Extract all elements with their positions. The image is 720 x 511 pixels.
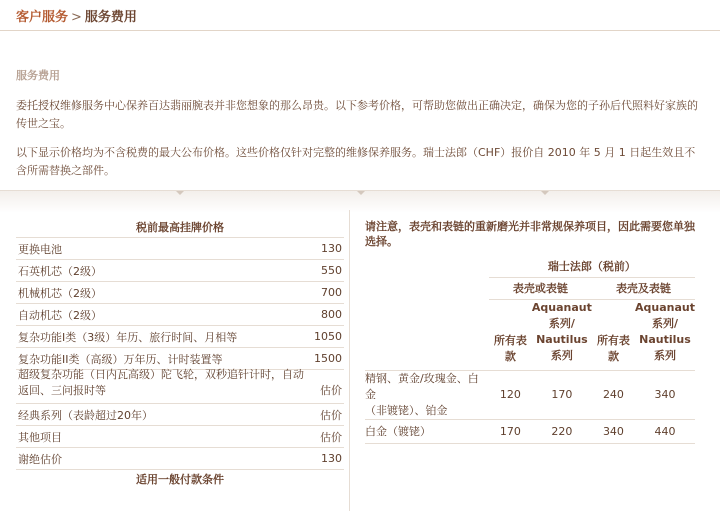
price-cell: 120: [499, 388, 521, 401]
row-label-line: 返回、三问报时等: [18, 384, 106, 397]
row-label: 其他项目: [18, 430, 62, 444]
intro-paragraph: 委托授权维修服务中心保养百达翡丽腕表并非您想象的那么昂贵。以下参考价格，可帮助您做出正确决定，确保为您的子孙后代照料好家族的传世之宝。: [16, 99, 698, 130]
row-label: 自动机芯（2级）: [18, 308, 102, 322]
row-label-line: （非镀铑）、铂金: [365, 403, 448, 417]
group-header-case-and-bracelet: 表壳及表链: [592, 277, 695, 299]
row-label-line: 超级复杂功能（日内瓦高级）陀飞轮，双秒追针计时，自动: [18, 368, 304, 381]
col-header-line: 系列/: [548, 316, 575, 330]
row-value: 130: [321, 452, 342, 465]
table-row: [16, 369, 344, 403]
col-header-all-models: [489, 299, 532, 370]
row-value: 550: [321, 264, 342, 277]
col-header-line: Nautilus: [639, 332, 691, 346]
divider-arrow-icon: [176, 191, 184, 195]
empty-cell: [365, 299, 489, 370]
row-label: [18, 367, 304, 399]
col-header-line: 系列/: [651, 316, 679, 330]
col-header-line: 款: [607, 349, 619, 363]
price-cell: 170: [551, 388, 573, 401]
row-value: 估价: [320, 408, 342, 422]
price-table-heading: 税前最高挂牌价格: [136, 221, 224, 234]
breadcrumb-separator: >: [71, 10, 82, 25]
column-divider: [349, 210, 350, 511]
row-value: 800: [321, 308, 342, 321]
table-row: [16, 237, 344, 259]
empty-cell: [365, 255, 489, 277]
price-cell: 440: [654, 424, 676, 438]
payment-terms-footer: 适用一般付款条件: [16, 469, 344, 491]
row-value: 130: [321, 242, 342, 255]
row-label: 谢绝估价: [18, 452, 62, 466]
row-label: 机械机芯（2级）: [18, 286, 102, 300]
empty-cell: [365, 277, 489, 299]
header-divider: [0, 30, 720, 31]
row-value: 1500: [314, 352, 342, 365]
table-row: [16, 259, 344, 281]
col-header-line: 所有表: [493, 333, 527, 347]
currency-header: 瑞士法郎（税前）: [489, 255, 695, 277]
price-cell: 220: [551, 424, 573, 438]
row-value: 1050: [314, 330, 342, 343]
col-header-aquanaut-nautilus: [635, 299, 695, 370]
row-value: 估价: [320, 384, 342, 397]
col-header-line: 所有表: [596, 333, 630, 347]
table-row: [365, 419, 695, 443]
table-row: [16, 281, 344, 303]
polishing-note: 请注意，表壳和表链的重新磨光并非常规保养项目，因此需要您单独选择。: [365, 220, 695, 248]
row-label: 更换电池: [18, 242, 62, 256]
polishing-price-table: [365, 255, 695, 444]
row-label: [365, 370, 489, 419]
table-row: [16, 303, 344, 325]
col-header-line: 款: [504, 349, 516, 363]
section-title: 服务费用: [16, 69, 60, 82]
col-header-line: Aquanaut: [531, 300, 592, 314]
col-header-line: 系列: [654, 348, 676, 362]
price-table: [16, 218, 344, 491]
col-header-line: 系列: [550, 348, 573, 362]
row-label: 经典系列（表龄超过20年）: [18, 408, 153, 422]
divider-arrow-icon: [541, 191, 549, 195]
table-row: [16, 425, 344, 447]
row-label: 石英机芯（2级）: [18, 264, 102, 278]
row-label: 白金（镀铑）: [365, 425, 431, 438]
polishing-table: [365, 219, 700, 438]
row-label-line: 精钢、黄金/玫瑰金、白金: [365, 371, 479, 401]
disclaimer-paragraph: 以下显示价格均为不含税费的最大公布价格。这些价格仅针对完整的维修保养服务。瑞士法郎（CHF）报价自 2010 年 5 月 1 日起生效且不含所需替换之部件。: [16, 146, 696, 177]
price-cell: 340: [602, 424, 624, 438]
breadcrumb-current: 服务费用: [84, 10, 137, 25]
row-label: 复杂功能II类（高级）万年历、计时装置等: [18, 352, 223, 366]
row-value: 估价: [320, 430, 342, 444]
table-row: [16, 447, 344, 469]
table-row: [365, 370, 695, 419]
col-header-line: Nautilus: [536, 332, 588, 346]
group-header-case-or-bracelet: 表壳或表链: [489, 277, 592, 299]
price-cell: 340: [654, 388, 676, 401]
divider-arrow-icon: [357, 191, 365, 195]
row-label: 复杂功能I类（3级）年历、旅行时间、月相等: [18, 330, 238, 344]
breadcrumb-home-link[interactable]: 客户服务: [16, 10, 69, 25]
col-header-line: Aquanaut: [635, 300, 695, 314]
price-cell: 170: [499, 424, 521, 438]
table-row: [16, 325, 344, 347]
col-header-aquanaut-nautilus: [532, 299, 592, 370]
table-row: [16, 403, 344, 425]
col-header-all-models: [592, 299, 635, 370]
price-cell: 240: [602, 388, 624, 401]
breadcrumb: [16, 6, 137, 25]
table-row: [16, 347, 344, 369]
row-value: 700: [321, 286, 342, 299]
